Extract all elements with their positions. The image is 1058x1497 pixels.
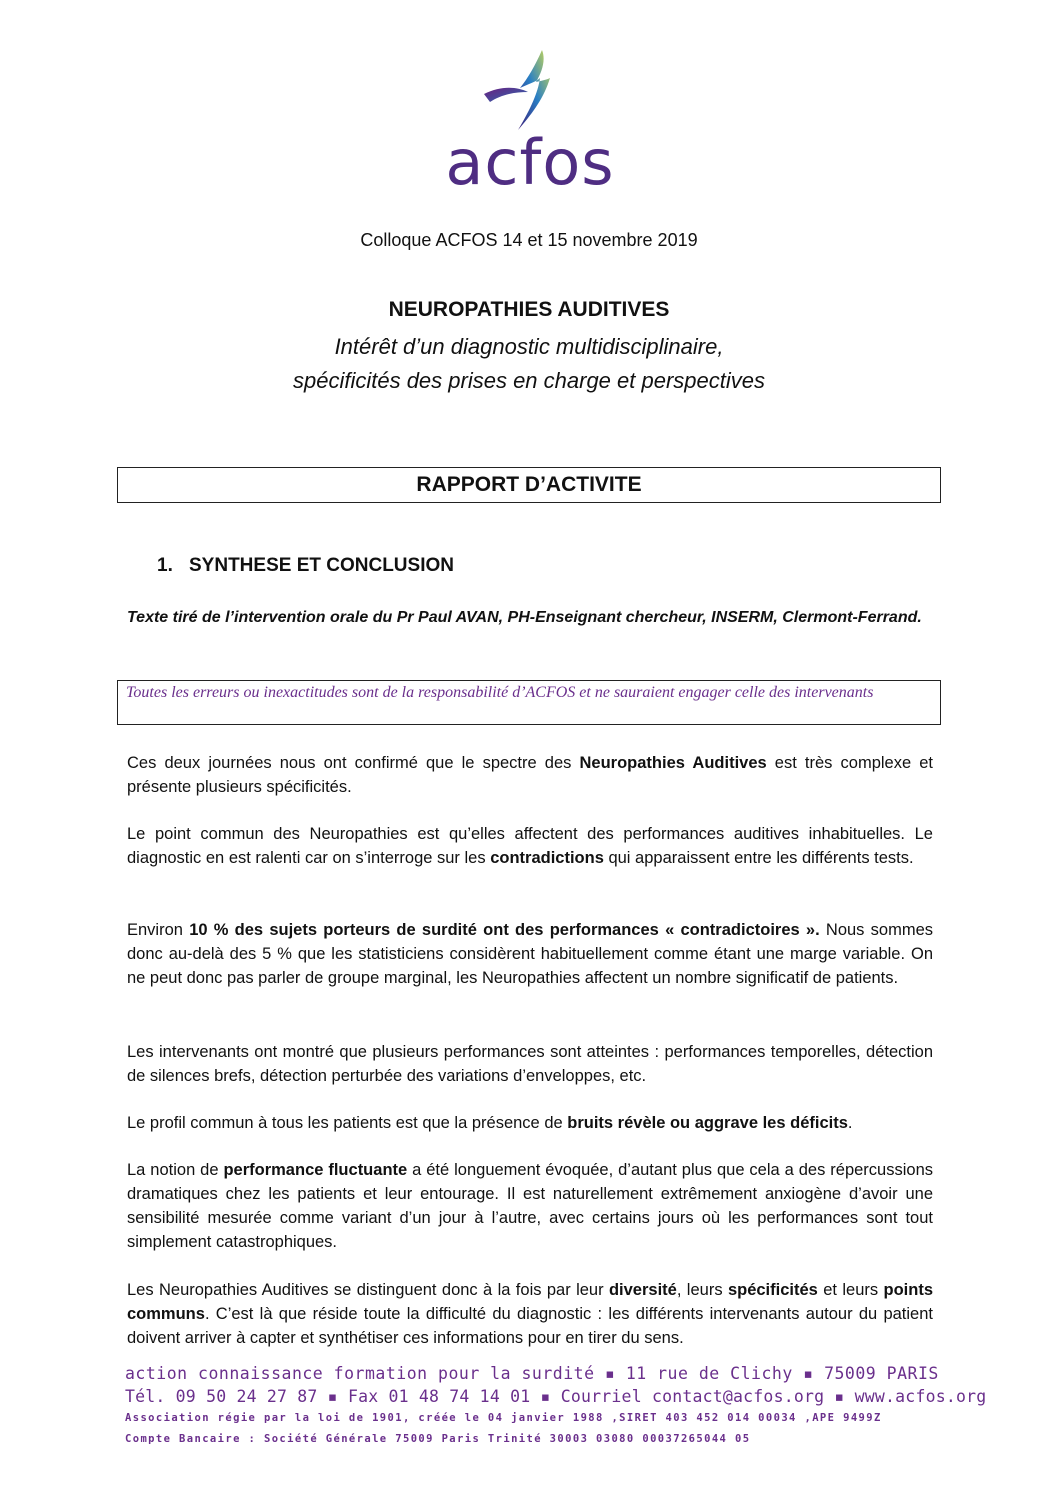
section-number: 1. xyxy=(157,555,173,576)
text-run: Ces deux journées nous ont confirmé que le spectre des xyxy=(127,754,580,772)
paragraph-4: Les intervenants ont montré que plusieurs performances sont atteintes : performances temporelles, détection de silences brefs, détection perturbée des variations d’enveloppes, etc. xyxy=(127,1043,933,1085)
logo-wordmark: acfos xyxy=(445,126,615,199)
bold-run: bruits révèle ou aggrave les déficits xyxy=(567,1114,848,1132)
bold-run: contradictions xyxy=(490,849,604,867)
bold-run: performance fluctuante xyxy=(223,1161,408,1179)
bold-run: 10 % des sujets porteurs de surdité ont des performances « contradictoires ». xyxy=(189,921,820,939)
text-run: Nous sommes donc au-delà des 5 % que les statisticiens considèrent habituellement comme étant une marge variable. On ne peut donc pas parler de groupe marginal, les Neuropathies affectent un nombre significatif de patients. xyxy=(127,921,933,987)
paragraph-1 xyxy=(127,751,933,799)
section-heading xyxy=(157,555,454,577)
bold-run: spécificités xyxy=(727,1281,818,1299)
acfos-logo xyxy=(420,48,640,208)
report-title-box: RAPPORT D’ACTIVITE xyxy=(117,467,941,503)
text-run: Le profil commun à tous les patients est que la présence de xyxy=(127,1114,568,1132)
footer-contact: Tél. 09 50 24 27 87 ▪ Fax 01 48 74 14 01 ▪ Courriel contact@acfos.org ▪ www.acfos.org xyxy=(125,1387,987,1406)
footer-legal: Association régie par la loi de 1901, créée le 04 janvier 1988 ,SIRET 403 452 014 00034 ,APE 9499Z xyxy=(125,1412,882,1424)
document-title: NEUROPATHIES AUDITIVES xyxy=(388,298,670,321)
intro-note: Texte tiré de l’intervention orale du Pr Paul AVAN, PH-Enseignant chercheur, INSERM, Clermont-Ferrand. xyxy=(127,609,922,626)
subtitle-line-2: spécificités des prises en charge et perspectives xyxy=(292,368,765,393)
bold-run: Neuropathies Auditives xyxy=(579,754,767,772)
paragraph-6 xyxy=(127,1158,933,1254)
paragraph-7 xyxy=(127,1278,933,1350)
paragraph-5 xyxy=(127,1111,933,1135)
bold-run: diversité xyxy=(608,1281,677,1299)
disclaimer-box: Toutes les erreurs ou inexactitudes sont de la responsabilité d’ACFOS et ne sauraient engager celle des intervenants xyxy=(117,680,941,725)
paragraph-2 xyxy=(127,822,933,870)
acfos-swoosh-icon xyxy=(480,48,580,138)
bold-run: points communs xyxy=(127,1281,933,1323)
text-run: qui apparaissent entre les différents tests. xyxy=(603,849,914,867)
text-run: . xyxy=(847,1114,853,1132)
text-run: La notion de xyxy=(127,1161,224,1179)
footer-address: action connaissance formation pour la surdité ▪ 11 rue de Clichy ▪ 75009 PARIS xyxy=(125,1364,939,1383)
paragraph-3 xyxy=(127,918,933,990)
text-run: Environ xyxy=(127,921,190,939)
text-run: Le point commun des Neuropathies est qu’elles affectent des performances auditives inhabituelles. Le diagnostic en est ralenti car on s’interroge sur les xyxy=(127,825,933,867)
text-run: Les Neuropathies Auditives se distinguent donc à la fois par leur xyxy=(127,1281,609,1299)
footer-bank: Compte Bancaire : Société Générale 75009 Paris Trinité 30003 03080 00037265044 05 xyxy=(125,1433,751,1445)
text-run: et leurs xyxy=(817,1281,884,1299)
subtitle-line-1: Intérêt d’un diagnostic multidisciplinaire, xyxy=(334,334,724,359)
text-run: . C’est là que réside toute la difficulté du diagnostic : les différents intervenants autour du patient doivent arriver à capter et synthétiser ces informations pour en tirer du sens. xyxy=(127,1305,933,1347)
text-run: a été longuement évoquée, d’autant plus que cela a des répercussions dramatiques chez les patients et leur entourage. Il est naturellement extrêmement anxiogène d’avoir une sensibilité mesurée comme variant d’un jour à l’autre, avec certains jours où les performances sont tout simplement catastrophiques. xyxy=(127,1161,933,1251)
text-run: , leurs xyxy=(676,1281,728,1299)
colloque-line: Colloque ACFOS 14 et 15 novembre 2019 xyxy=(360,230,698,250)
text-run: est très complexe et présente plusieurs spécificités. xyxy=(127,754,934,796)
section-title: SYNTHESE ET CONCLUSION xyxy=(189,555,454,576)
